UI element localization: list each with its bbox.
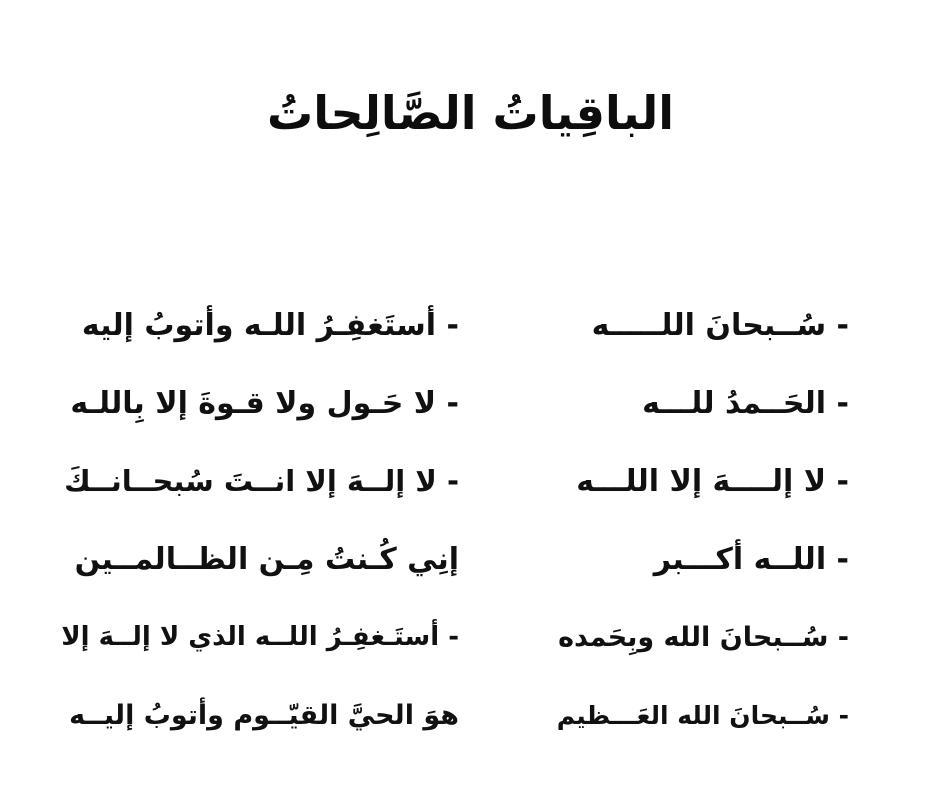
dhikr-item xyxy=(549,286,849,364)
dhikr-item xyxy=(549,364,849,442)
dhikr-item xyxy=(59,286,459,364)
dhikr-item xyxy=(549,598,849,676)
dhikr-text: - أستَغفِـرُ اللـه وأتوبُ إليه xyxy=(81,307,459,343)
dhikr-text: - سُــبحانَ الله العَـــظيم xyxy=(556,700,849,730)
dhikr-text: - لا إلــهَ إلا انــتَ سُبحــانــكَ xyxy=(64,464,459,498)
dhikr-text: هوَ الحيَّ القيّــوم وأتوبُ إليــه xyxy=(69,699,459,731)
dhikr-item xyxy=(549,520,849,598)
dhikr-item xyxy=(59,442,459,520)
dhikr-list-left xyxy=(59,286,459,754)
dhikr-text: - أستَـغفِـرُ اللــه الذي لا إلــهَ إلا xyxy=(61,622,459,652)
dhikr-item xyxy=(59,364,459,442)
dhikr-item xyxy=(549,442,849,520)
dhikr-text: إنِي كُـنتُ مِـن الظــالمــين xyxy=(74,541,459,577)
dhikr-item xyxy=(59,520,459,598)
dhikr-text: - سُــبحانَ الله وبِحَمده xyxy=(558,621,849,653)
dhikr-list-right xyxy=(549,286,849,754)
dhikr-text: - لا حَـول ولا قـوةَ إلا بِاللـه xyxy=(70,385,459,421)
dhikr-text: - الحَــمدُ للـــه xyxy=(642,385,849,421)
dhikr-item xyxy=(59,598,459,676)
dhikr-item xyxy=(549,676,849,754)
dhikr-item xyxy=(59,676,459,754)
dhikr-text: - سُــبحانَ اللـــــه xyxy=(591,307,849,343)
page-title: الباقِياتُ الصَّالِحاتُ xyxy=(266,86,675,140)
dhikr-text: - لا إلــــهَ إلا اللـــه xyxy=(576,463,849,499)
dhikr-text: - اللــه أكـــبر xyxy=(653,541,849,577)
